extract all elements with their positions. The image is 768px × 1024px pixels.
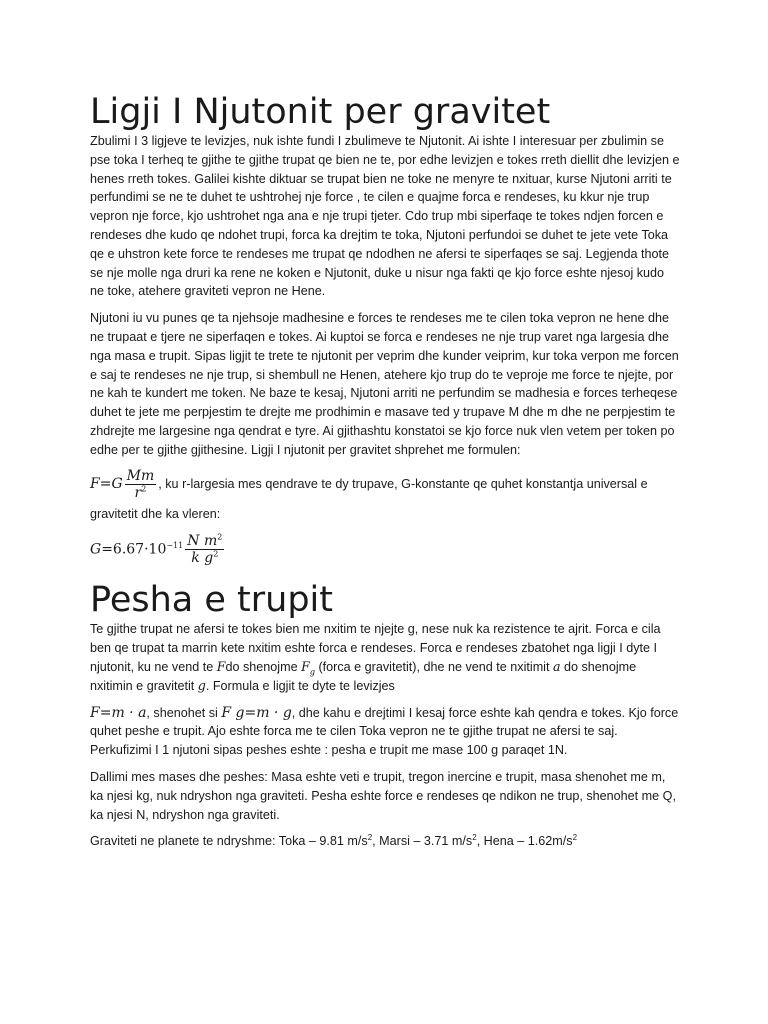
unit-numerator-exponent: 2 <box>217 532 223 542</box>
symbol-acceleration: a <box>552 658 561 674</box>
text-segment: , Marsi – 3.71 m/s <box>372 834 473 849</box>
paragraph-constant-value: gravitetit dhe ka vleren: <box>90 506 221 521</box>
heading-newton-gravity: Ligji I Njutonit per gravitet <box>90 92 551 132</box>
formula-second-law: F=m · a <box>90 704 147 721</box>
formula-gravitational-constant <box>90 533 680 566</box>
text-segment: , Hena – 1.62m/s <box>476 834 573 849</box>
paragraph-free-fall <box>90 620 680 695</box>
text-segment: , shenohet si <box>146 705 222 720</box>
unit-exponent: 2 <box>572 833 578 843</box>
unit-denominator: k g <box>191 550 214 567</box>
formula-denominator: r <box>134 484 142 501</box>
unit-exponent: 2 <box>367 833 373 843</box>
formula-lhs: F <box>90 475 100 492</box>
unit-exponent: 2 <box>472 833 477 843</box>
formula-explanation: , ku r-largesia mes qendrave te dy trupave, G-konstante qe quhet konstantja universal e <box>158 476 648 491</box>
unit-denominator-exponent: 2 <box>213 549 219 559</box>
symbol-gravity-acceleration: g <box>197 677 206 693</box>
heading-body-weight: Pesha e trupit <box>90 580 334 621</box>
constant-value: 6.67 <box>112 541 145 558</box>
paragraph-mass-vs-weight: Dallimi mes mases dhe peshes: Masa eshte veti e trupit, tregon inercine e trupit, masa shenohet me m, ka njesi kg, nuk ndryshon nga graviteti. Pesha eshte force e rendeses qe ndikon ne trup, shenohet me Q, ka njesi N, ndryshon nga graviteti. <box>90 769 676 822</box>
formula-gravity-law <box>90 468 680 501</box>
symbol-force: F <box>216 658 226 674</box>
text-segment: Graviteti ne planete te ndryshme: Toka – 9.81 m/s <box>90 834 368 849</box>
formula-weight: F g=m · g <box>221 704 292 721</box>
constant-base: 10 <box>148 541 167 558</box>
formula-constant: G <box>111 475 123 492</box>
paragraph-discovery: Zbulimi I 3 ligjeve te levizjes, nuk ishte fundi I zbulimeve te Njutonit. Ai ishte I interesuar per zbulimin se pse toka I terheq te gjithe te gjithe trupat qe bien ne te, por edhe levizjen e tokes rreth diellit dhe levizjen e henes rreth tokes. Galilei kishte diktuar se trupat bien ne toke ne menyre te nxituar, kurse Njutoni arriti te perfundimi se ne te duhet te ushtrohej nje force , te cilen e quajme forca e rendeses, ku kkur nje trup vepron nje force, kjo ushtrohet nga ana e nje trupi tjeter. Cdo trup mbi siperfaqe te tokes ndjen forcen e rendeses dhe kudo qe ndohet trupi, forca ka drejtim te toka, Njutoni perfundoi se duhet te jete vete Toka qe e uhstron kete force te rendeses me trupat qe ndodhen ne afersi te siperfaqes se saj. Legjenda thote se nje molle nga druri ka rene ne koken e Njutonit, duke u nisur nga fakti qe kjo force eshte njesoj kudo ne toke, atehere graviteti vepron ne Hene. <box>90 134 680 299</box>
formula-denominator-exponent: 2 <box>141 483 147 493</box>
constant-symbol: G <box>90 541 102 558</box>
paragraph-weight-formula <box>90 704 680 760</box>
symbol-gravity-force: F <box>301 658 310 674</box>
constant-unit-fraction <box>185 533 224 566</box>
constant-exponent: −11 <box>166 541 184 551</box>
formula-numerator: Mm <box>126 467 155 484</box>
document-page <box>90 92 680 859</box>
text-segment: do shenojme nxitimin e gravitetit <box>90 659 637 693</box>
formula-equals: = <box>99 475 112 492</box>
text-segment: do shenojme <box>225 659 302 674</box>
constant-dot: · <box>144 541 149 558</box>
text-segment: (forca e gravitetit), dhe ne vend te nxitimit <box>314 659 553 674</box>
paragraph-planet-gravity <box>90 832 680 851</box>
text-segment: Te gjithe trupat ne afersi te tokes bien me nxitim te njejte g, nese nuk ka rezistence te ajrit. Forca e cila ben qe trupat ta marrin kete nxitim eshte forca e rendeses. Forca e rendeses zbatohet nga ligji I dyte I njutonit, ku ne vend te <box>90 622 661 674</box>
formula-fraction <box>125 468 157 501</box>
constant-equals: = <box>101 541 113 558</box>
text-segment: , dhe kahu e drejtimi I kesaj force eshte kah qendra e tokes. Kjo force quhet peshe e trupit. Ajo eshte forca me te cilen Toka vepron ne te gjithe trupat ne afersi te saj. Perkufizimi I 1 njutoni sipas peshes eshte : pesha e trupit me mase 100 g paraqet 1N. <box>90 705 679 758</box>
symbol-gravity-force-subscript: g <box>309 667 315 677</box>
text-segment: . Formula e ligjit te dyte te levizjes <box>205 678 395 693</box>
unit-numerator: N m <box>187 533 218 550</box>
paragraph-force-magnitude: Njutoni iu vu punes qe ta njehsoje madhesine e forces te rendeses me te cilen toka vepron ne hene dhe ne trupaat e tjere ne siperfaqen e tokes. Ai kuptoi se forca e rendeses ne nje trup varet nga largesia dhe nga masa e trupit. Sipas ligjit te trete te njutonit per veprim dhe kunder veiprim, kur toka verpon me forcen e saj te rendeses ne nje trup, si shembull ne Henen, atehere kjo trup do te veproje me force te njejte, por ne kah te kundert me token. Ne baze te kesaj, Njutoni arriti ne perfundim se madhesia e forces terheqese duhet te jete me perpjestim te drejte me prodhimin e masave ted y trupave M dhe m dhe ne perpjestim te zhdrejte me largesine nga qendrat e tyre. Ai gjithashtu konstatoi se kjo force nuk vlen vetem per token po edhe per te gjithe gjithesine. Ligji I njutonit per gravitet shprehet me formulen: <box>90 311 679 457</box>
